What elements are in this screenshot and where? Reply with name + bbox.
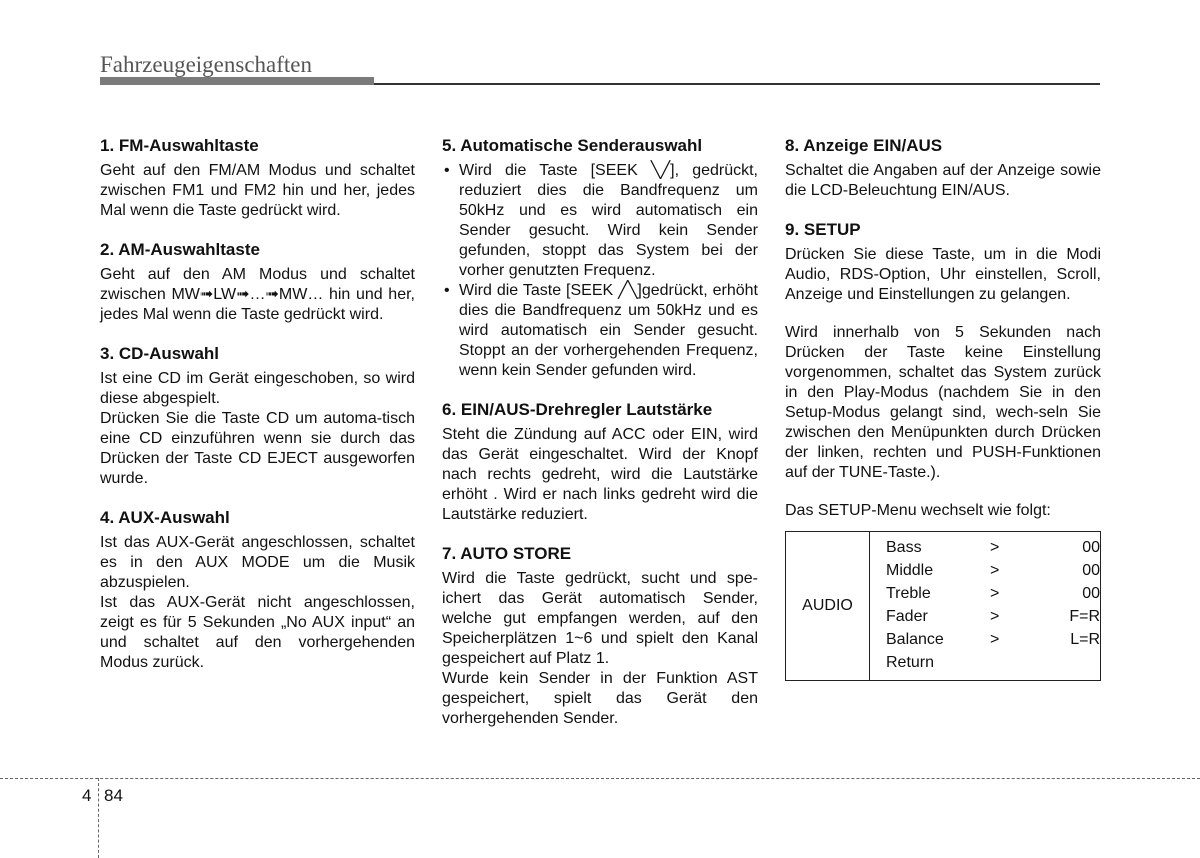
section-title: 4. AUX-Auswahl [100,508,230,527]
section-title: 9. SETUP [785,220,861,239]
setup-row [886,628,1100,651]
section-text: Drücken Sie diese Taste, um in die Modi Audio, RDS-Option, Uhr einstellen, Scroll, Anzeige und Einstellungen zu gelangen. [785,246,1101,303]
section-text: Das SETUP-Menu wechselt wie folgt: [785,502,1051,519]
setup-item-value: 00 [1082,585,1100,602]
arrow-icon: > [990,539,1000,556]
section-text: Geht auf den FM/AM Modus und schaltet zwischen FM1 und FM2 hin und her, jedes Mal wenn die Taste gedrückt wird. [100,162,415,219]
setup-item-value: 00 [1082,539,1100,556]
section-aux [100,507,415,673]
arrow-icon: > [990,608,1000,625]
section-text: Schaltet die Angaben auf der Anzeige sowie die LCD-Beleuchtung EIN/AUS. [785,162,1101,199]
setup-item-name: Bass [886,539,922,556]
setup-item-name: Treble [886,585,931,602]
footer-vertical-divider [98,778,99,858]
section-text: Drücken Sie die Taste CD um automa-tisch eine CD einzuführen wenn sie durch das Drücken der Taste CD EJECT ausgeworfen wurde. [100,410,415,487]
section-am [100,239,415,325]
section-cd [100,343,415,489]
arrow-icon [990,651,1030,674]
setup-item-name: Return [886,654,935,671]
setup-item-name: Balance [886,631,944,648]
section-title: 3. CD-Auswahl [100,344,220,363]
section-title: 7. AUTO STORE [442,544,572,563]
setup-menu-items [870,532,1100,680]
section-title: 2. AM-Auswahltaste [100,240,260,259]
setup-item-value: L=R [1070,631,1100,648]
setup-row [886,559,1100,582]
section-text: Ist das AUX-Gerät nicht angeschlossen, zeigt es für 5 Sekunden „No AUX input“ an und schaltet auf den vorhergehenden Modus zurück. [100,594,415,671]
setup-item-name: Fader [886,608,928,625]
setup-item-value: 00 [1082,562,1100,579]
section-title: 8. Anzeige EIN/AUS [785,136,943,155]
section-volume [442,399,758,525]
header-bar [100,77,374,85]
page-number: 84 [104,786,123,805]
setup-row [886,651,1100,674]
section-text: Steht die Zündung auf ACC oder EIN, wird das Gerät eingeschaltet. Wird der Knopf nach rechts gedreht, wird die Lautstärke erhöht . Wird er nach links gedreht wird die Lautstärke reduziert. [442,426,758,523]
arrow-icon: > [990,562,1000,579]
arrow-icon: > [990,585,1000,602]
section-title: 6. EIN/AUS-Drehregler Lautstärke [442,400,713,419]
setup-menu-table [785,531,1101,681]
page-header-title: Fahrzeugeigenschaften [100,52,313,77]
column-3 [785,135,1101,681]
section-text: Wird die Taste gedrückt, sucht und spe-ichert das Gerät automatisch Sender, welche gut empfangen werden, auf den Speicherplätzen 1~6 und spielt den Kanal gespeichert auf Platz 1. [442,570,758,667]
section-text: Wird innerhalb von 5 Sekunden nach Drücken der Taste keine Einstellung vorgenommen, schaltet das System zurück in den Play-Modus (nachdem Sie in den Setup-Modus gelangt sind, wech-seln Sie zwischen den Menüpunkten durch Drücken der linken, rechten und PUSH-Funktionen auf der TUNE-Taste.). [785,324,1101,481]
header-rule [374,83,1100,85]
column-1 [100,135,415,691]
section-setup [785,219,1101,681]
setup-row [886,605,1100,628]
section-title: 1. FM-Auswahltaste [100,136,259,155]
section-text: Ist eine CD im Gerät eingeschoben, so wird diese abgespielt. [100,370,415,407]
setup-menu-label: AUDIO [786,532,870,680]
bullet-seek-down: • Wird die Taste [SEEK ╲╱], gedrückt, reduziert dies die Bandfrequenz um 50kHz und es wird automatisch ein Sender gesucht. Wird kein Sender gefunden, stoppt das System bei der vorher genutzten Frequenz. [442,161,758,281]
footer-divider [0,778,1200,779]
bullet-list [442,161,758,381]
setup-row [886,582,1100,605]
section-display [785,135,1101,201]
section-seek [442,135,758,381]
column-2 [442,135,758,747]
chapter-number: 4 [82,786,92,805]
section-title: 5. Automatische Senderauswahl [442,136,703,155]
section-auto-store [442,543,758,729]
setup-item-value [1030,651,1100,674]
bullet-seek-up: • Wird die Taste [SEEK ╱╲]gedrückt, erhöht dies die Bandfrequenz um 50kHz und es wird automatisch ein Sender gesucht. Stoppt an der vorhergehenden Frequenz, wenn kein Sender gefunden wird. [442,281,758,381]
setup-row [886,536,1100,559]
section-text: Wurde kein Sender in der Funktion AST gespeichert, spielt das Gerät den vorhergehenden Sender. [442,670,758,727]
arrow-icon: > [990,631,1000,648]
setup-item-value: F=R [1069,608,1100,625]
section-text: Ist das AUX-Gerät angeschlossen, schaltet es in den AUX MODE um die Musik abzuspielen. [100,534,415,591]
section-fm [100,135,415,221]
setup-item-name: Middle [886,562,934,579]
section-text: Geht auf den AM Modus und schaltet zwischen MW➟LW➟…➟MW… hin und her, jedes Mal wenn die Taste gedrückt wird. [100,266,415,323]
